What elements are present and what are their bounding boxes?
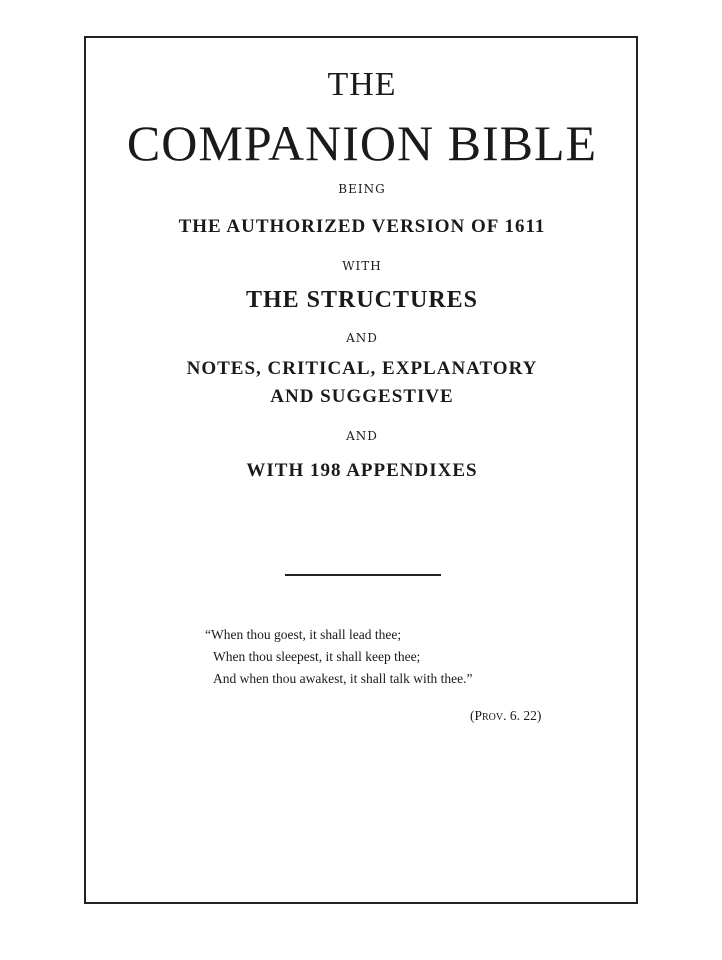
the-structures: THE STRUCTURES: [245, 287, 479, 313]
ref-part: ROV: [482, 712, 504, 723]
epigraph: [205, 624, 472, 690]
with-label: WITH: [342, 259, 382, 273]
notes-line-2: AND SUGGESTIVE: [270, 386, 454, 407]
title-companion-bible: COMPANION BIBLE: [126, 115, 598, 171]
divider-rule: [285, 574, 441, 576]
ref-part: . 6. 22): [503, 708, 542, 723]
epigraph-line: And when thou awakest, it shall talk with thee.”: [213, 671, 473, 686]
ref-part: (P: [470, 708, 483, 723]
and-label-2: AND: [346, 429, 378, 443]
epigraph-line: “When thou goest, it shall lead thee;: [205, 627, 402, 642]
epigraph-line: When thou sleepest, it shall keep thee;: [213, 649, 421, 664]
and-label-1: AND: [346, 331, 378, 345]
being-label: BEING: [338, 182, 386, 196]
epigraph-reference: [470, 708, 541, 724]
appendixes: WITH 198 APPENDIXES: [246, 460, 478, 481]
title-the: THE: [327, 66, 397, 103]
authorized-version: THE AUTHORIZED VERSION OF 1611: [178, 216, 546, 237]
notes-line-1: NOTES, CRITICAL, EXPLANATORY: [186, 358, 538, 379]
